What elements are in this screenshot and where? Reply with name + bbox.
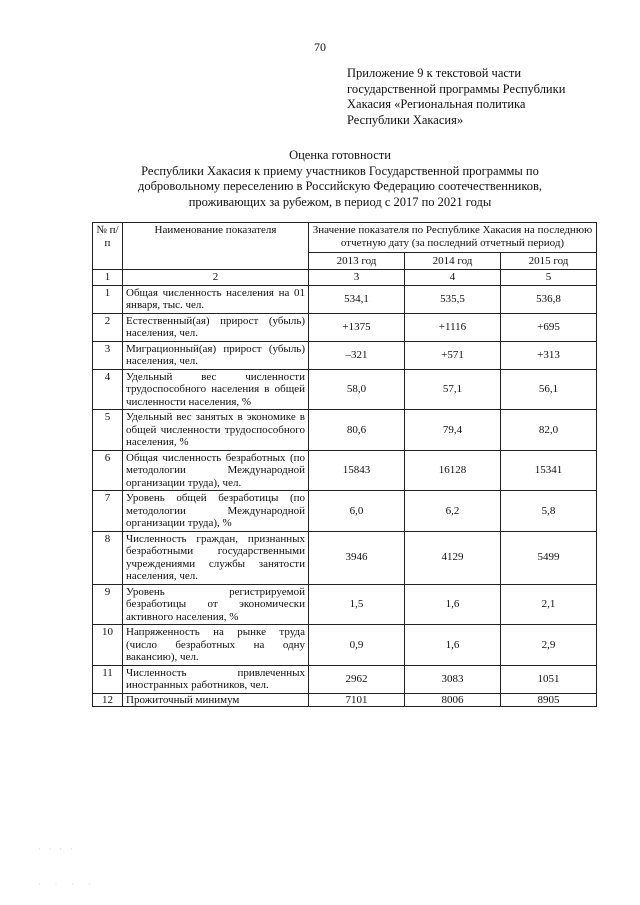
value-2013: 80,6 xyxy=(309,410,405,451)
row-num: 5 xyxy=(93,410,123,451)
table-row xyxy=(93,665,597,693)
column-number: 1 xyxy=(93,270,123,286)
annex-line: Хакасия «Региональная политика xyxy=(347,97,526,111)
value-2014: 57,1 xyxy=(405,369,501,410)
row-num: 3 xyxy=(93,341,123,369)
value-2013: 58,0 xyxy=(309,369,405,410)
row-num: 6 xyxy=(93,450,123,491)
table-row xyxy=(93,369,597,410)
table-row xyxy=(93,285,597,313)
value-2013: –321 xyxy=(309,341,405,369)
value-2015: +313 xyxy=(501,341,597,369)
row-name: Численность привлеченных иностранных работников, чел. xyxy=(123,665,309,693)
value-2015: 2,1 xyxy=(501,584,597,625)
indicators-table xyxy=(92,222,597,707)
value-2014: +1116 xyxy=(405,313,501,341)
header-name: Наименование показателя xyxy=(123,223,309,270)
row-num: 8 xyxy=(93,531,123,584)
row-num: 9 xyxy=(93,584,123,625)
row-name: Общая численность населения на 01 января, тыс. чел. xyxy=(123,285,309,313)
annex-line: государственной программы Республики xyxy=(347,81,566,96)
header-year: 2014 год xyxy=(405,253,501,270)
title-line: проживающих за рубежом, в период с 2017 по 2021 годы xyxy=(188,194,492,209)
value-2015: 536,8 xyxy=(501,285,597,313)
annex-line: Республики Хакасия» xyxy=(347,112,464,127)
row-name: Естественный(ая) прирост (убыль) населения, чел. xyxy=(123,313,309,341)
table-row xyxy=(93,410,597,451)
row-num: 1 xyxy=(93,285,123,313)
table-row xyxy=(93,313,597,341)
column-number: 3 xyxy=(309,270,405,286)
value-2014: +571 xyxy=(405,341,501,369)
value-2013: 3946 xyxy=(309,531,405,584)
value-2013: 534,1 xyxy=(309,285,405,313)
row-num: 7 xyxy=(93,491,123,532)
annex-line: Приложение 9 к текстовой части xyxy=(347,66,522,80)
row-name: Удельный вес занятых в экономике в общей численности трудоспособного населения, % xyxy=(123,410,309,451)
table-row xyxy=(93,491,597,532)
value-2015: +695 xyxy=(501,313,597,341)
row-name: Уровень общей безработицы (по методологии Международной организации труда), % xyxy=(123,491,309,532)
value-2014: 4129 xyxy=(405,531,501,584)
header-value-group: Значение показателя по Республике Хакасия на последнюю отчетную дату (за последний отчетный период) xyxy=(309,223,597,253)
value-2015: 5,8 xyxy=(501,491,597,532)
row-name: Удельный вес численности трудоспособного населения в общей численности населения, % xyxy=(123,369,309,410)
value-2014: 1,6 xyxy=(405,584,501,625)
table-row xyxy=(93,584,597,625)
value-2015: 82,0 xyxy=(501,410,597,451)
page-number: 70 xyxy=(314,40,326,54)
scan-noise: · · · · xyxy=(38,880,97,889)
title-line: добровольному переселению в Российскую Федерацию соотечественников, xyxy=(137,179,543,193)
row-name: Миграционный(ая) прирост (убыль) населения, чел. xyxy=(123,341,309,369)
column-number: 2 xyxy=(123,270,309,286)
row-name: Прожиточный минимум xyxy=(123,693,309,706)
value-2013: 2962 xyxy=(309,665,405,693)
scan-noise: · · · · xyxy=(38,845,76,854)
header-year: 2015 год xyxy=(501,253,597,270)
header-year: 2013 год xyxy=(309,253,405,270)
value-2015: 5499 xyxy=(501,531,597,584)
table-row xyxy=(93,531,597,584)
column-number: 5 xyxy=(501,270,597,286)
value-2013: +1375 xyxy=(309,313,405,341)
table-row xyxy=(93,341,597,369)
table-row xyxy=(93,450,597,491)
row-num: 11 xyxy=(93,665,123,693)
value-2013: 1,5 xyxy=(309,584,405,625)
row-num: 2 xyxy=(93,313,123,341)
value-2014: 3083 xyxy=(405,665,501,693)
value-2013: 6,0 xyxy=(309,491,405,532)
table-row xyxy=(93,625,597,666)
value-2014: 8006 xyxy=(405,693,501,706)
value-2015: 1051 xyxy=(501,665,597,693)
title-line: Республики Хакасия к приему участников Государственной программы по xyxy=(141,163,539,178)
row-num: 10 xyxy=(93,625,123,666)
row-name: Общая численность безработных (по методологии Международной организации труда), чел. xyxy=(123,450,309,491)
row-name: Напряженность на рынке труда (число безработных на одну вакансию), чел. xyxy=(123,625,309,666)
value-2014: 1,6 xyxy=(405,625,501,666)
value-2013: 15843 xyxy=(309,450,405,491)
value-2013: 0,9 xyxy=(309,625,405,666)
value-2015: 8905 xyxy=(501,693,597,706)
value-2013: 7101 xyxy=(309,693,405,706)
column-number: 4 xyxy=(405,270,501,286)
value-2014: 6,2 xyxy=(405,491,501,532)
document-title xyxy=(60,148,620,210)
value-2014: 16128 xyxy=(405,450,501,491)
value-2015: 15341 xyxy=(501,450,597,491)
value-2014: 79,4 xyxy=(405,410,501,451)
title-line: Оценка готовности xyxy=(289,148,391,162)
row-num: 12 xyxy=(93,693,123,706)
row-name: Численность граждан, признанных безработными государственными учреждениями службы занятости населения, чел. xyxy=(123,531,309,584)
table-row xyxy=(93,693,597,706)
row-num: 4 xyxy=(93,369,123,410)
row-name: Уровень регистрируемой безработицы от экономически активного населения, % xyxy=(123,584,309,625)
value-2015: 56,1 xyxy=(501,369,597,410)
annex-note xyxy=(347,66,617,128)
value-2015: 2,9 xyxy=(501,625,597,666)
header-num: № п/п xyxy=(93,223,123,270)
value-2014: 535,5 xyxy=(405,285,501,313)
